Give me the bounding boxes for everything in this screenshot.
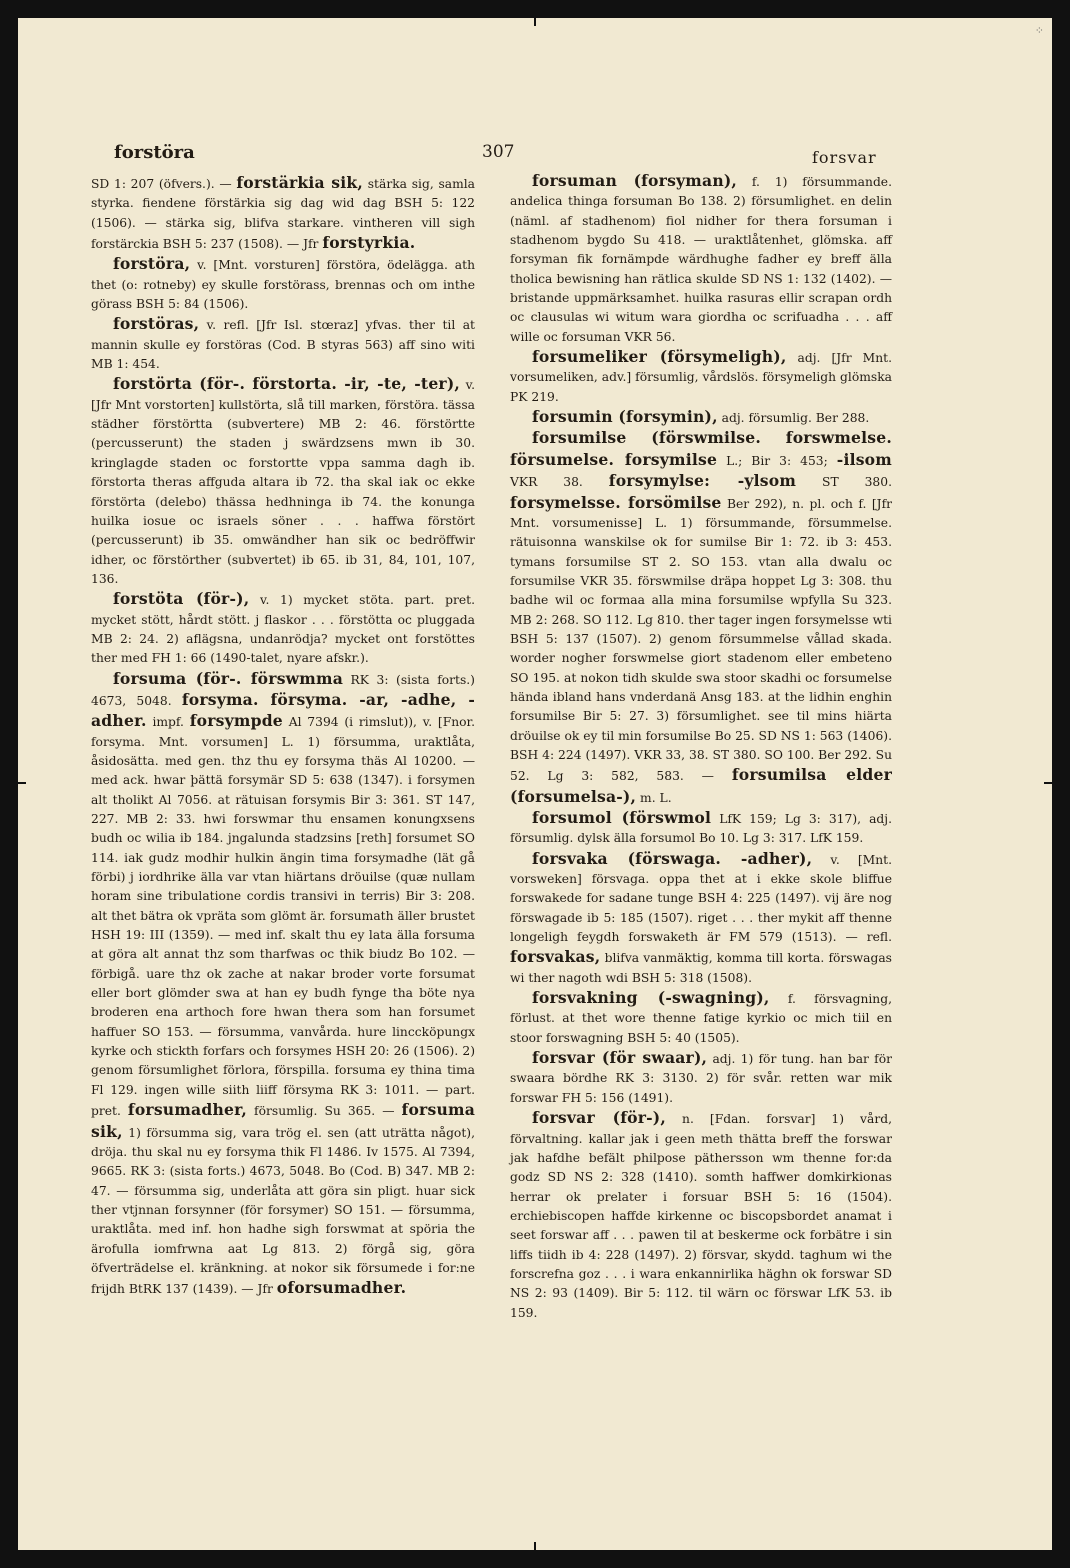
dictionary-entry — [91, 374, 475, 589]
entry-text: adj. 1) för tung. han bar för swaara bördhe RK 3: 3130. 2) för svår. retten war mik forswar FH 5: 156 (1491). — [510, 1052, 893, 1105]
headword: forsumilse (förswmilse. forswmelse. försumelse. forsymilse — [510, 428, 892, 469]
page-number: 307 — [482, 142, 515, 162]
dictionary-entry — [510, 428, 892, 808]
dictionary-entry — [510, 1048, 892, 1108]
registration-tick-top — [534, 18, 536, 26]
entry-text: ST 380. — [796, 475, 892, 490]
headword: forsumeliker (försymeligh), — [532, 347, 787, 367]
headword: forsvakas, — [510, 947, 601, 967]
right-column — [510, 171, 892, 1323]
entry-text: v. [Mnt. vorsweken] försvaga. oppa thet at i ekke skole bliffue forswakede for sadane tunge BSH 4: 225 (1497). vij äre nog förswagade ib 5: 185 (1507). riget . . . ther mykit aff thenne longeligh feygdh forswaketh är FM 579 (1513). — refl. — [510, 852, 892, 945]
headword: forstöta (för-), — [113, 589, 250, 609]
headword: forsymylse: -ylsom — [608, 471, 797, 491]
running-head-right: forsvar — [812, 148, 877, 167]
entry-text: v. [Jfr Mnt vorstorten] kullstörta, slå till marken, förstöra. tässa städher förstörtta (subvertere) MB 2: 46. förstörtte (percusserunt) the staden j swärdzsens mwn ib 30. kringlagde staden oc forstortte vppa samma dagh ib. förstorta theras affguda altara ib 72. tha skal iak oc ekke förstörta (delebo) thässa hedhninga ib 74. the konunga huilka iosue oc israels söner . . . haffwa förstört (percusserunt) ib 35. omwändher han sik oc bedröffwir idher, oc förstörther (subvertet) ib 65. ib 31, 84, 101, 107, 136. — [91, 378, 475, 586]
dictionary-entry — [510, 347, 892, 407]
entry-text: f. 1) försummande. andelica thinga forsuman Bo 138. 2) försumlighet. en delin (näml. af stadhenom) fiol nidher for thera forsuman i stadhenom bygdo Su 418. — uraktlåtenhet, glömska. aff forsyman fik fornämpde wärdhughe fadher ey breff älla tholica bewisning han rätlica skulde SD NS 1: 132 (1402). — bristande uppmärksamhet. huilka rasuras ellir scrapan ordh oc clausulas wi witum wara giordha oc scrifuadha . . . aff wille oc forsuman VKR 56. — [510, 175, 892, 344]
dictionary-entry — [510, 1108, 892, 1323]
dictionary-entry — [91, 589, 475, 668]
entry-text: n. [Fdan. forsvar] 1) vård, förvaltning. kallar jak i geen meth thätta breff the forswar jak hafdhe befält philpose päthersson wm thenne for:da godz SD NS 2: 328 (1410). somth haffwer domkirkionas herrar ok prelater i forsuar BSH 5: 16 (1504). erchiebiscopen haffde kirkenne oc biscopsbordet anamat i seet forswar aff . . . pawen til at beskerme ock forbätre i sin liffs tiidh ib 4: 228 (1497). 2) försvar, skydd. taghum wi the forscrefna goz . . . i wara enkannirlika häghn ok forswar SD NS 2: 93 (1409). Bir 5: 112. til wärn oc förswar LfK 53. ib 159. — [510, 1112, 892, 1320]
headword: forstärkia sik, — [236, 173, 364, 192]
entry-text: VKR 38. — [510, 475, 609, 490]
registration-tick-right — [1044, 782, 1052, 784]
headword: forsumol (förswmol — [532, 808, 712, 827]
headword: forsumadher, — [127, 1100, 248, 1120]
headword: forstyrkia. — [322, 233, 416, 253]
entry-text: stärka sig, samla styrka. fiendene förstärkia sig dag wid dag BSH 5: 122 (1506). — stärka sig, blifva starkare. vintheren vill sigh forstärckia BSH 5: 237 (1508). — Jfr — [91, 177, 476, 252]
headword: forsumilsa elder (forsumelsa-), — [510, 765, 892, 806]
headword: -ilsom — [836, 449, 892, 469]
entry-text: v. [Mnt. vorsturen] förstöra, ödelägga. ath thet (o: rotneby) ey skulle forstörass, brennas och om inthe görass BSH 5: 84 (1506). — [91, 258, 475, 312]
entry-text: RK 3: (sista forts.) 4673, 5048. — [91, 672, 475, 708]
entry-text: blifva vanmäktig, komma till korta. förswagas wi ther nagoth wdi BSH 5: 318 (1508). — [510, 951, 892, 985]
headword: forstörta (för-. förstorta. -ir, -te, -ter), — [113, 374, 461, 394]
entry-text: SD 1: 207 (öfvers.). — — [91, 177, 237, 191]
headword: forsvar (för-), — [532, 1108, 667, 1128]
headword: forsuma sik, — [91, 1100, 475, 1141]
entry-text: v. refl. [Jfr Isl. stœraz] yfvas. ther til at mannin skulle ey forstöras (Cod. B styras 563) aff sino witi MB 1: 454. — [91, 318, 475, 372]
running-head-left: forstöra — [114, 142, 195, 163]
headword: forstöra, — [113, 254, 191, 274]
headword: forsyma. försyma. -ar, -adhe, -adher. — [91, 689, 475, 731]
headword: forsvakning (-swagning), — [532, 988, 770, 1008]
dictionary-entry — [91, 314, 475, 374]
headword: forsuma (för-. förswmma — [113, 668, 343, 688]
headword: forsvaka (förswaga. -adher), — [532, 848, 813, 868]
entry-text: f. försvagning, förlust. at thet wore thenne fatige kyrkio oc mich tiil en stoor forswagning BSH 5: 40 (1505). — [510, 992, 892, 1045]
registration-tick-left — [18, 782, 26, 784]
entry-text: v. 1) mycket stöta. part. pret. mycket stött, hårdt stött. j flaskor . . . förstötta oc pluggada MB 2: 24. 2) aflägsna, undanrödja? mycket ont forstöttes ther med FH 1: 66 (1490-talet, nyare afskr.). — [91, 593, 475, 666]
dictionary-entry — [91, 173, 475, 254]
dictionary-entry — [510, 849, 892, 988]
left-column — [91, 173, 475, 1300]
entry-text: adj. [Jfr Mnt. vorsumeliken, adv.] försumlig, vårdslös. försymeligh glömska PK 219. — [510, 351, 893, 404]
entry-text: impf. — [146, 715, 190, 730]
headword: forstöras, — [113, 314, 200, 334]
entry-text: m. L. — [636, 790, 672, 805]
dictionary-entry — [510, 988, 892, 1048]
headword: forsvar (för swaar), — [532, 1048, 708, 1068]
entry-text: 1) försumma sig, vara trög el. sen (att uträtta något), dröja. thu skal nu ey forsyma thik Fl 1486. Iv 1575. Al 7394, 9665. RK 3: (sista forts.) 4673, 5048. Bo (Cod. B) 347. MB 2: 47. — försumma sig, underlåta att göra sin pligt. huar sick ther vtjnnan forsynner (för forsymer) SO 151. — försumma, uraktlåta. med inf. hon hadhe sigh forswmat at spöria the ärofulla iomfrwna aat Lg 813. 2) förgå sig, göra öfverträdelse el. kränkning. at nokor sik försumede i for:ne frijdh BtRK 137 (1439). — Jfr — [91, 1125, 475, 1297]
dictionary-entry — [91, 669, 475, 1300]
dictionary-entry — [510, 407, 892, 428]
entry-text: LfK 159; Lg 3: 317), adj. försumlig. dylsk älla forsumol Bo 10. Lg 3: 317. LfK 159. — [510, 812, 892, 846]
entry-text: L.; Bir 3: 453; — [717, 453, 837, 468]
registration-tick-bottom — [534, 1542, 536, 1550]
dictionary-entry — [510, 171, 892, 347]
entry-text: Ber 292), n. pl. och f. [Jfr Mnt. vorsumenisse] L. 1) försummande, försummelse. rätuisonna wanskilse ok for sumilse Bir 1: 72. ib 3: 453. tymans forsumilse ST 2. SO 153. vtan alla dwalu oc forsumilse VKR 35. förswmilse dräpa hoppet Lg 3: 308. thu badhe wil oc formaa alla mina forsumilse wpfylla Su 323. MB 2: 268. SO 112. Lg 810. ther tager ingen forsymelsse wti BSH 5: 137 (1507). 2) genom försummelse vållad skada. worder nogher forswmelse giort stadenom eller embeteno SO 195. at nokon tidh skulde swa stoor skadhi oc forsumelse hända ibland hans vnderdanä Ansg 183. at the lidhin enghin forsumilse Bir 5: 27. 3) försumlighet. see til mins hiärta dröuilse ok ey til min forsumilse Bo 25. SD NS 1: 563 (1406). BSH 4: 224 (1497). VKR 33, 38. ST 380. SO 100. Ber 292. Su 52. Lg 3: 582, 583. — — [510, 496, 892, 784]
registration-dots: ⁘ — [1034, 24, 1044, 37]
entry-text: försumlig. Su 365. — — [247, 1104, 402, 1119]
headword: oforsumadher. — [276, 1278, 407, 1298]
entry-text: adj. försumlig. Ber 288. — [717, 411, 870, 426]
headword: forsumin (forsymin), — [532, 407, 718, 427]
headword: forsuman (forsyman), — [532, 171, 738, 190]
headword: forsymelsse. forsömilse — [510, 492, 722, 512]
entry-text: Al 7394 (i rimslut)), v. [Fnor. forsyma. Mnt. vorsumen] L. 1) försumma, uraktlåta, åsidosätta. med gen. thz thu ey forsyma thäs Al 10200. — med ack. hwar þättä forsymär SD 5: 638 (1347). i forsymen alt tholikt Al 7056. at rätuisan forsymis Bir 3: 361. ST 147, 227. MB 2: 33. hwi forswmar thu ensamen konungxsens budh oc wilia ib 184. jngalunda stadzsins [reth] forsumet SO 114. iak gudz modhir hulkin ängin tima forsymadhe (lät gå förbi) j iordhrike älla var vtan hiärtans dröuilse (quæ nullam horam sine tribulatione cordis transivi in terris) Bir 3: 208. alt thet bätra ok vpräta som glömt är. forsumath äller brustet HSH 19: III (1359). — med inf. skalt thu ey lata älla forsuma at göra alt annat thz som tharfwas oc thik biudz Bo 102. — förbigå. uare thz ok zache at nakar broder vorte forsumat eller bort glömder swa at han ey budh fynge tha böte nya broderen ena arthoch fore hwan thera som han forsumet haffuer SO 153. — försumma, vanvårda. hure linccköpungx kyrke och stickth forfars och forsymes HSH 20: 26 (1506). 2) genom försumlighet förlora, förspilla. forsuma ey thina tima Fl 129. ingen wille siith liiff försyma RK 3: 1011. — part. pret. — [91, 715, 475, 1119]
dictionary-entry — [91, 254, 475, 314]
dictionary-entry — [510, 808, 892, 849]
headword: forsympde — [189, 711, 283, 731]
